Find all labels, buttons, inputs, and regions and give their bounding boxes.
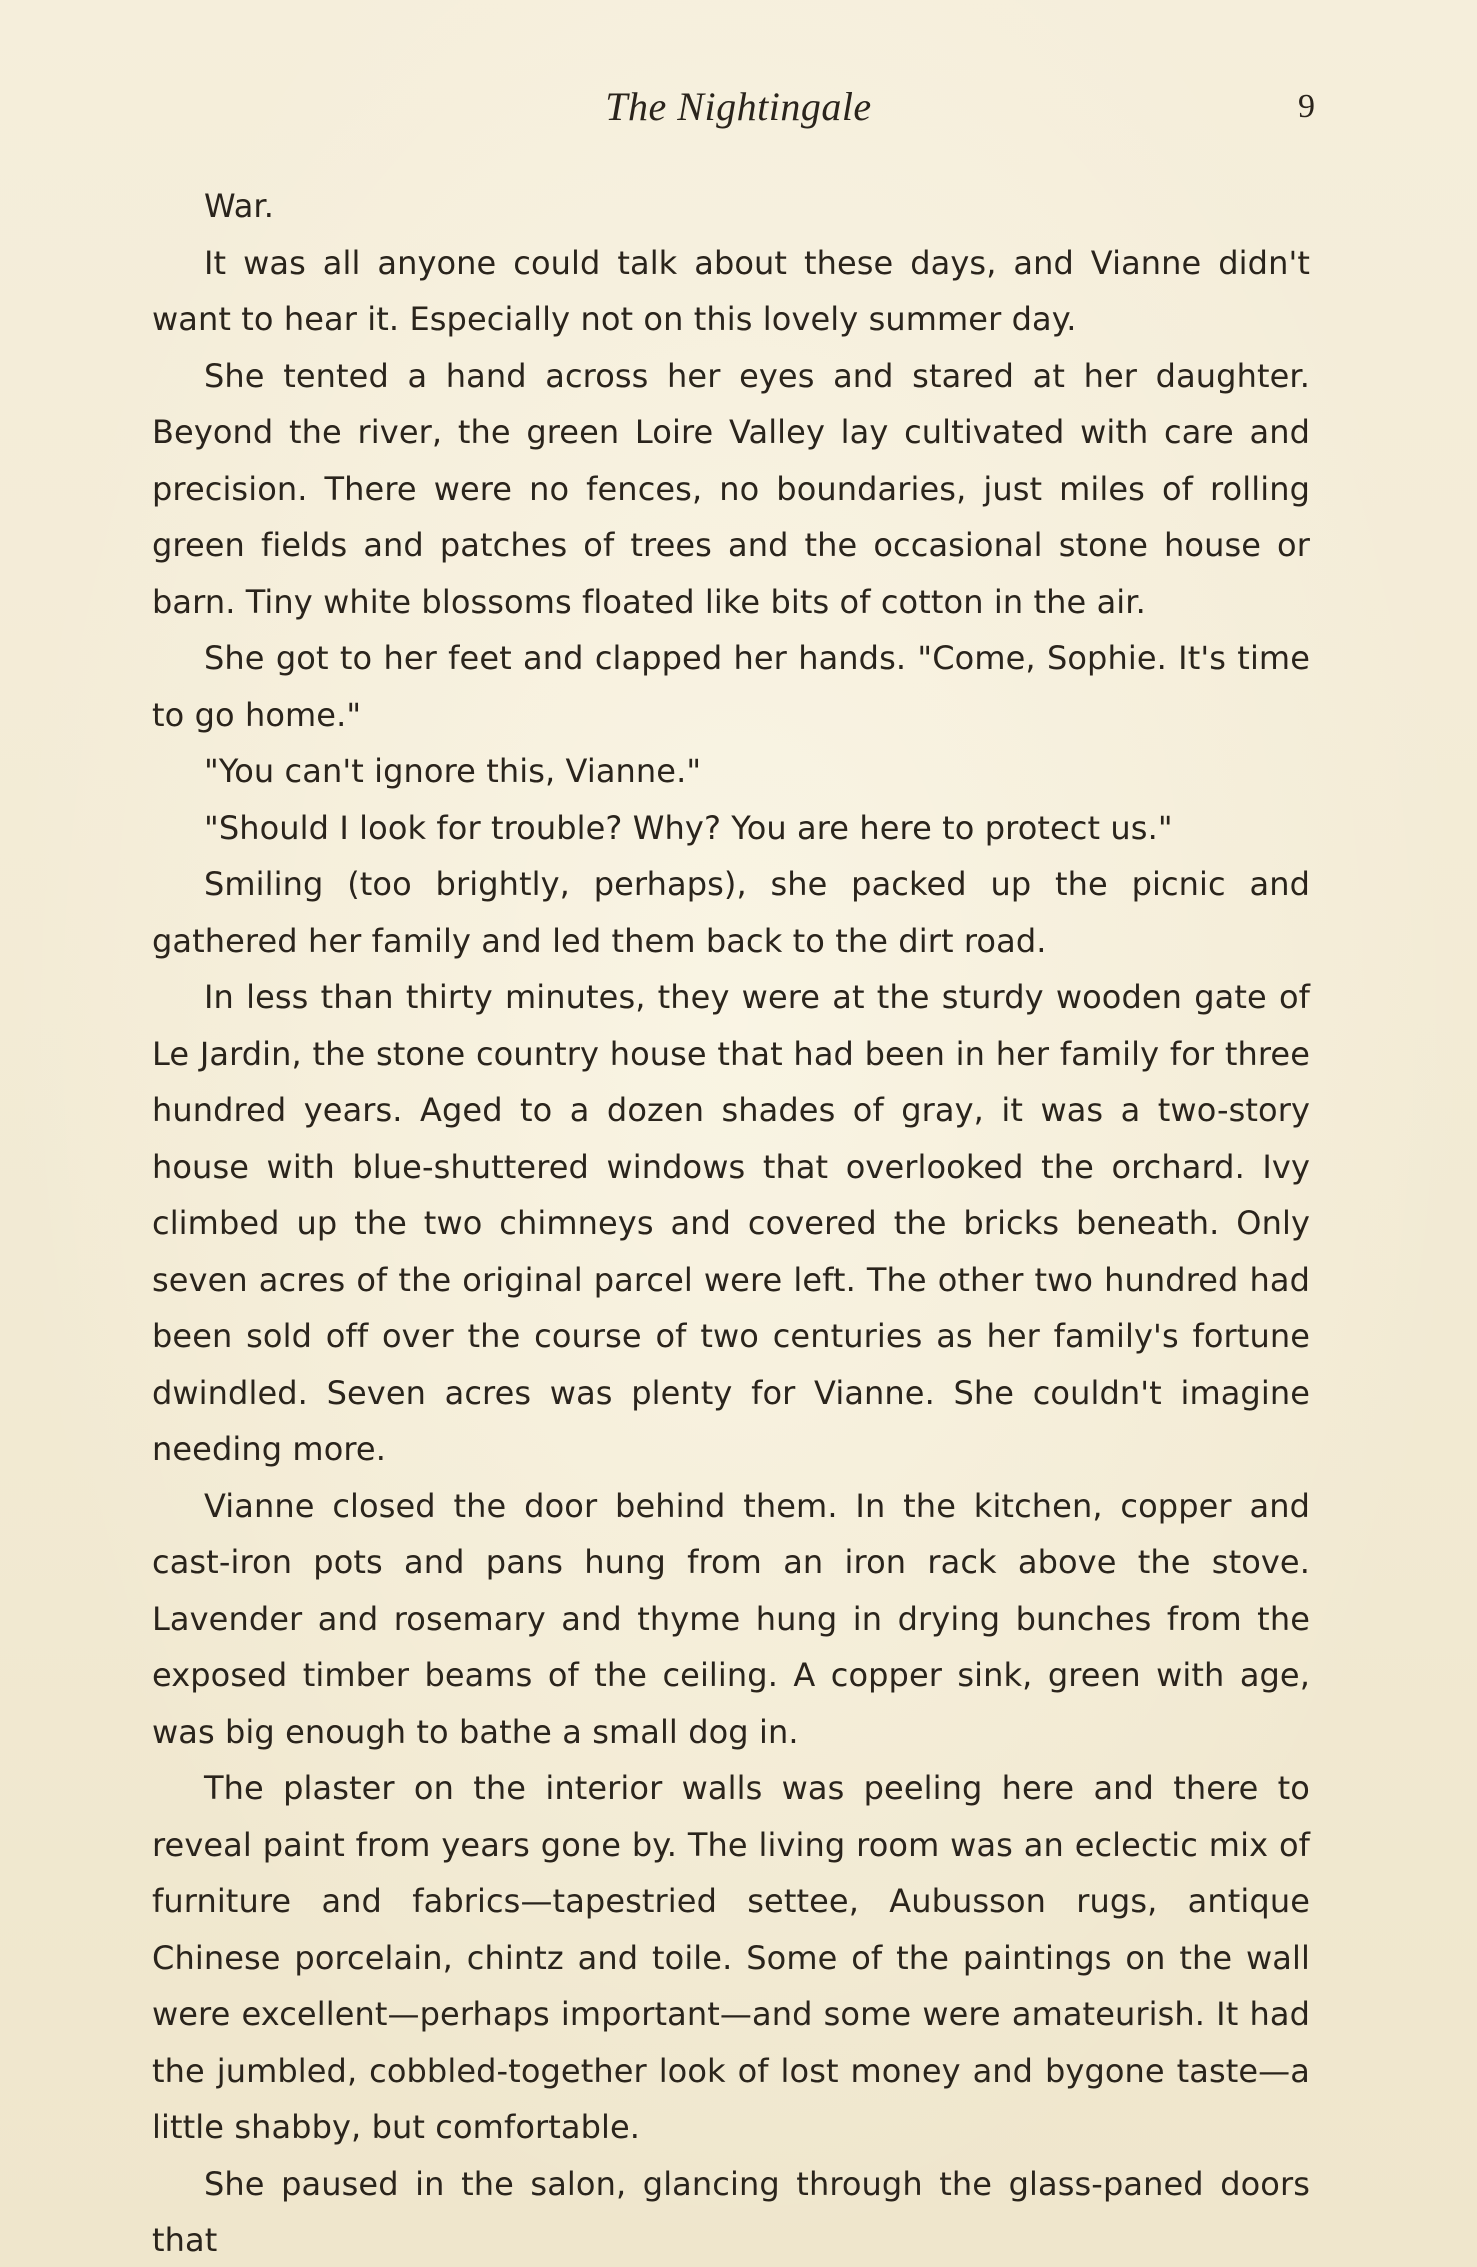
page-number: 9 bbox=[1298, 88, 1315, 125]
paragraph: In less than thirty minutes, they were at the sturdy wooden gate of Le Jardin, the stone country house that had been in her family for three hundred years. Aged to a dozen shades of gray, it was a two-story house with blue-shuttered windows that overlooked the orchard. Ivy climbed up the two chimneys and covered the bricks beneath. Only seven acres of the original parcel were left. The other two hundred had been sold off over the course of two centuries as her family's fortune dwindled. Seven acres was plenty for Vianne. She couldn't imagine needing more. bbox=[152, 978, 1310, 1468]
paragraph: "Should I look for trouble? Why? You are here to protect us." bbox=[204, 808, 1173, 847]
paragraph: She got to her feet and clapped her hands. "Come, Sophie. It's time to go home." bbox=[152, 639, 1310, 734]
paragraph: Smiling (too brightly, perhaps), she packed up the picnic and gathered her family and led them back to the dirt road. bbox=[152, 865, 1310, 960]
paragraph: Vianne closed the door behind them. In the kitchen, copper and cast-iron pots and pans hung from an iron rack above the stove. Lavender and rosemary and thyme hung in drying bunches from the exposed timber beams of the ceiling. A copper sink, green with age, was big enough to bathe a small dog in. bbox=[152, 1486, 1310, 1751]
paragraph: War. bbox=[204, 187, 274, 225]
running-head bbox=[0, 82, 1477, 132]
paragraph: She paused in the salon, glancing through the glass-paned doors that bbox=[152, 2164, 1310, 2259]
paragraph: "You can't ignore this, Vianne." bbox=[204, 752, 702, 790]
paragraph: The plaster on the interior walls was peeling here and there to reveal paint from years gone by. The living room was an eclectic mix of furniture and fabrics—tapestried settee, Aubusson rugs, antique Chinese porcelain, chintz and toile. Some of the paintings on the wall were excellent—perhaps important—and some were amateurish. It had the jumbled, cobbled-together look of lost money and bygone taste—a little shabby, but comfortable. bbox=[152, 1769, 1310, 2146]
book-title: The Nightingale bbox=[605, 84, 872, 129]
paragraph: She tented a hand across her eyes and stared at her daughter. Beyond the river, the green Loire Valley lay cultivated with care and precision. There were no fences, no boundaries, just miles of rolling green fields and patches of trees and the occasional stone house or barn. Tiny white blossoms floated like bits of cotton in the air. bbox=[152, 356, 1310, 621]
paragraph: It was all anyone could talk about these days, and Vianne didn't want to hear it. Especially not on this lovely summer day. bbox=[152, 243, 1310, 338]
body-text bbox=[152, 178, 1310, 2267]
